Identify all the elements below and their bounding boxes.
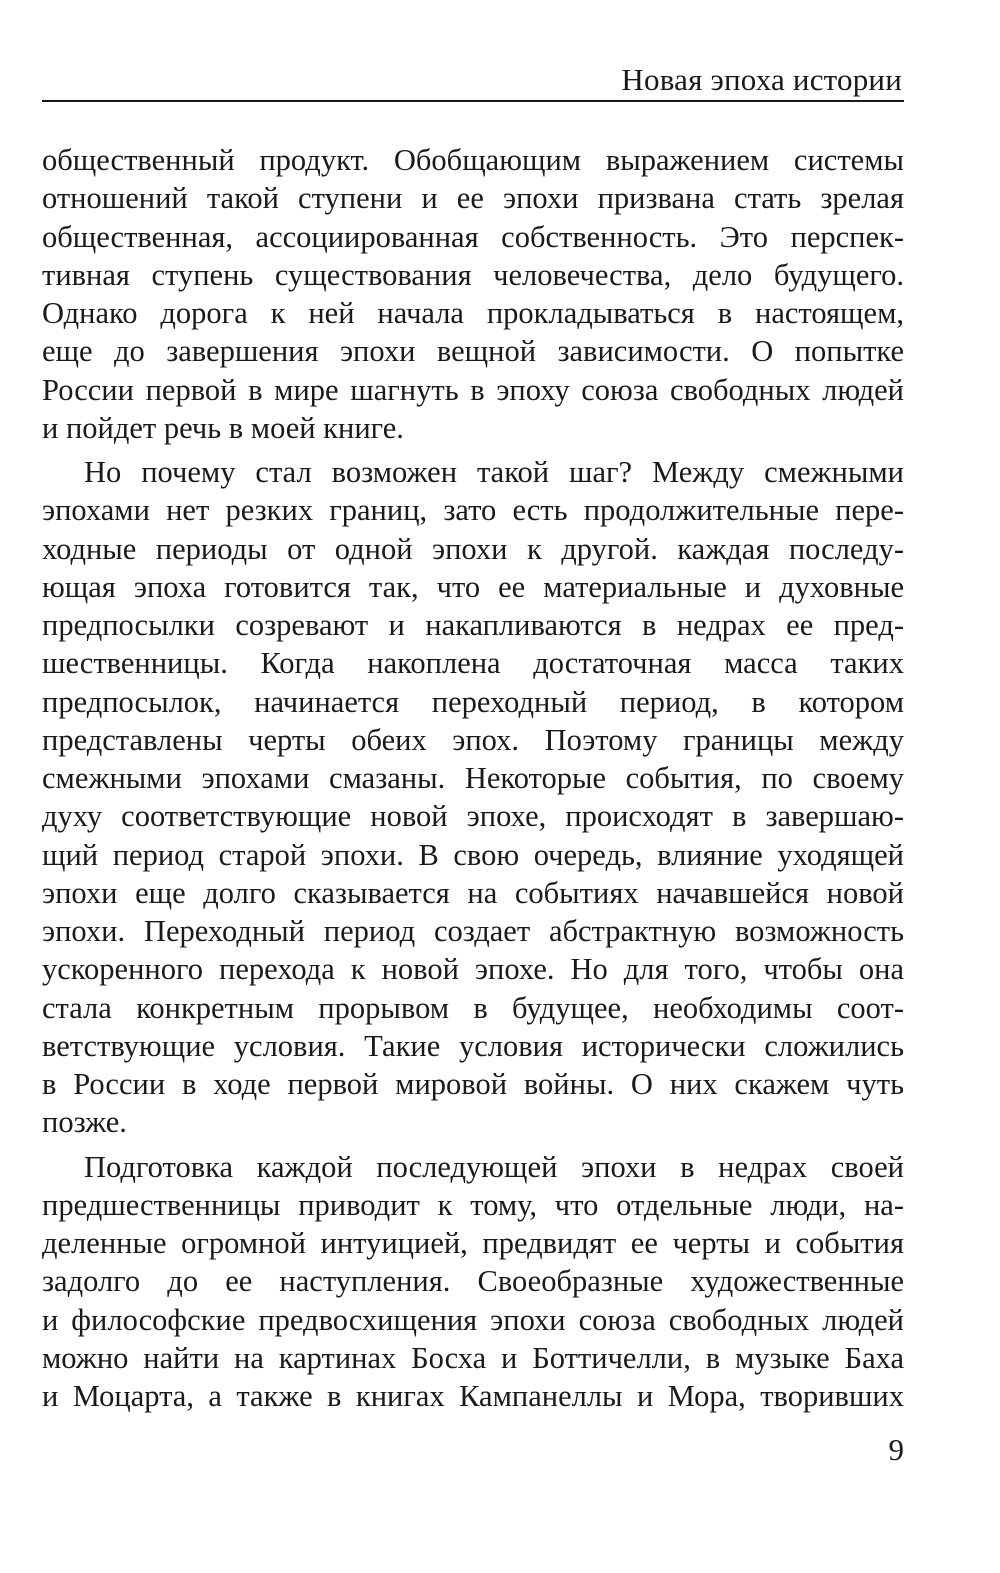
text-line: деленные огромной интуицией, предвидят ее черты и события bbox=[42, 1226, 904, 1260]
text-line: позже. bbox=[42, 1105, 127, 1140]
text-line: еще до завершения эпохи вещной зависимости. О попытке bbox=[42, 334, 904, 369]
running-title: Новая эпоха истории bbox=[621, 62, 902, 97]
text-line: эпохами нет резких границ, зато есть продолжительные пере- bbox=[42, 493, 904, 528]
running-header bbox=[42, 60, 904, 102]
text-line: Подготовка каждой последующей эпохи в недрах своей bbox=[84, 1149, 904, 1184]
text-line: можно найти на картинах Босха и Боттичелли, в музыке Баха bbox=[42, 1340, 904, 1375]
paragraph-2 bbox=[42, 453, 904, 1142]
text-line: предпосылок, начинается переходный период, в котором bbox=[42, 684, 904, 719]
text-line: в России в ходе первой мировой войны. О них скажем чуть bbox=[42, 1067, 904, 1101]
text-line: шественницы. Когда накоплена достаточная масса таких bbox=[42, 646, 904, 681]
text-line: предпосылки созревают и накапливаются в недрах ее пред- bbox=[42, 608, 904, 642]
paragraph-3 bbox=[42, 1148, 904, 1416]
paragraph-1 bbox=[42, 141, 904, 447]
text-line: ющая эпоха готовится так, что ее материальные и духовные bbox=[42, 569, 904, 604]
text-line: предшественницы приводит к тому, что отдельные люди, на- bbox=[42, 1187, 904, 1222]
text-line: духу соответствующие новой эпохе, происходят в завершаю- bbox=[42, 799, 904, 834]
text-line: и пойдет речь в моей книге. bbox=[42, 410, 404, 445]
text-line: стала конкретным прорывом в будущее, необходимы соот- bbox=[42, 990, 904, 1025]
body-text bbox=[42, 141, 904, 1421]
text-line: Но почему стал возможен такой шаг? Между смежными bbox=[84, 455, 904, 489]
text-line: задолго до ее наступления. Своеобразные художественные bbox=[42, 1264, 904, 1299]
text-line: эпохи еще долго сказывается на событиях начавшейся новой bbox=[42, 875, 904, 910]
text-line: общественная, ассоциированная собственность. Это перспек- bbox=[42, 219, 904, 254]
text-line: эпохи. Переходный период создает абстрактную возможность bbox=[42, 914, 904, 948]
text-line: щий период старой эпохи. В свою очередь, влияние уходящей bbox=[42, 837, 904, 872]
text-line: и философские предвосхищения эпохи союза свободных людей bbox=[42, 1302, 904, 1337]
page-number: 9 bbox=[888, 1432, 904, 1467]
text-line: ускоренного перехода к новой эпохе. Но для того, чтобы она bbox=[42, 952, 904, 987]
text-line: России первой в мире шагнуть в эпоху союза свободных людей bbox=[42, 372, 904, 407]
text-line: общественный продукт. Обобщающим выражением системы bbox=[42, 143, 904, 177]
text-line: ветствующие условия. Такие условия исторически сложились bbox=[42, 1028, 904, 1063]
text-line: тивная ступень существования человечества, дело будущего. bbox=[42, 257, 904, 292]
text-line: смежными эпохами смазаны. Некоторые события, по своему bbox=[42, 761, 904, 795]
text-line: и Моцарта, а также в книгах Кампанеллы и Мора, творивших bbox=[42, 1379, 904, 1413]
text-line: ходные периоды от одной эпохи к другой. каждая последу- bbox=[42, 531, 904, 566]
text-line: отношений такой ступени и ее эпохи призвана стать зрелая bbox=[42, 181, 904, 216]
text-line: представлены черты обеих эпох. Поэтому границы между bbox=[42, 722, 904, 757]
text-line: Однако дорога к ней начала прокладываться в настоящем, bbox=[42, 296, 904, 330]
